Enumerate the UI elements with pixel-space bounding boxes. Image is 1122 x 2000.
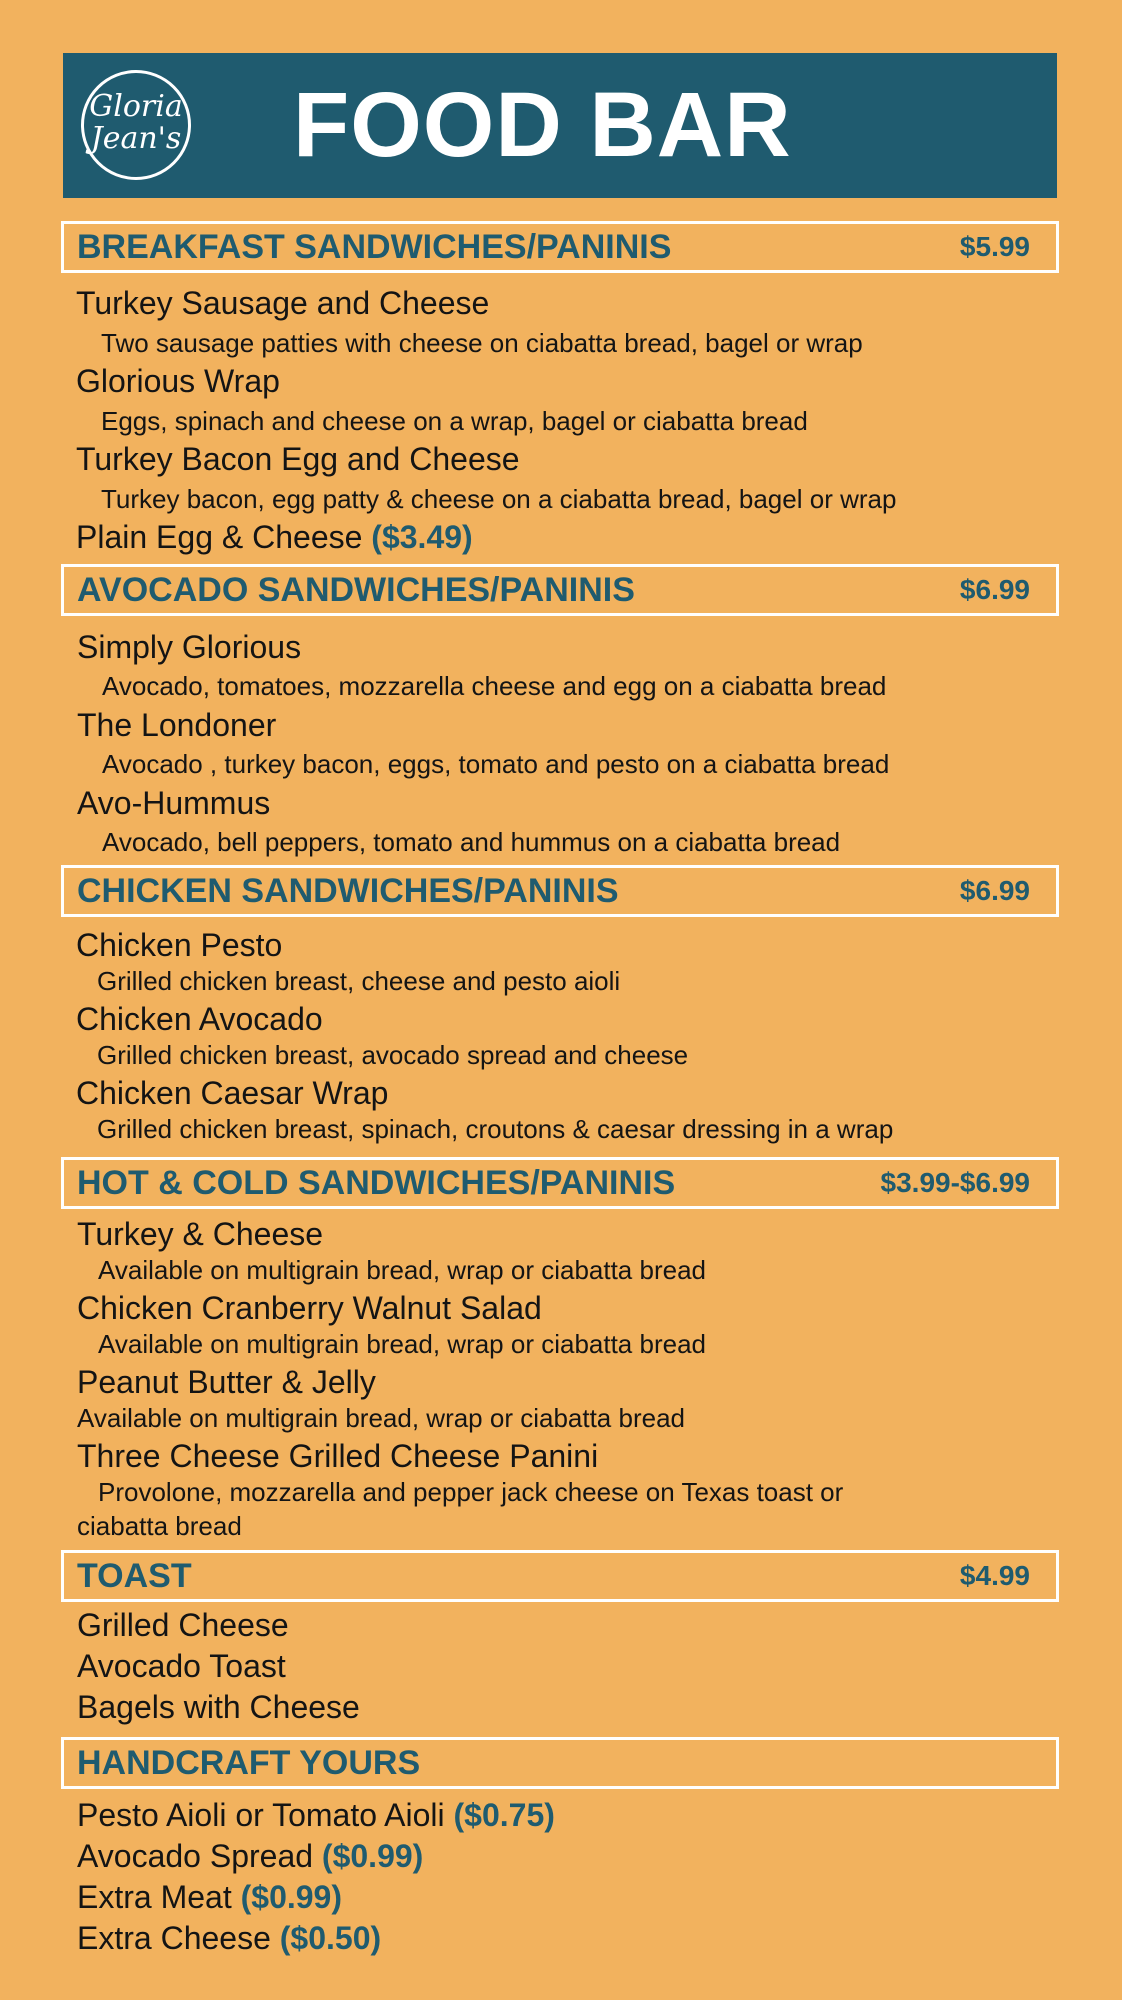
item-price: ($0.99) (240, 1879, 342, 1915)
menu-item-name: Glorious Wrap (76, 363, 280, 399)
addon-item (77, 1878, 342, 1916)
menu-item-desc: Turkey bacon, egg patty & cheese on a ciabatta bread, bagel or wrap (101, 484, 897, 514)
section-price: $5.99 (959, 231, 1030, 262)
menu-item-desc: Avocado, bell peppers, tomato and hummus on a ciabatta bread (102, 827, 841, 857)
page-title: FOOD BAR (293, 74, 792, 176)
logo-text-line2: Jean's (90, 121, 182, 156)
header-banner (63, 53, 1057, 198)
section-title: BREAKFAST SANDWICHES/PANINIS (77, 227, 672, 266)
menu-item-desc: Eggs, spinach and cheese on a wrap, bagel or ciabatta bread (101, 406, 808, 436)
menu-item-name: Avocado Toast (77, 1648, 286, 1684)
menu-item-name: Turkey Sausage and Cheese (76, 285, 490, 321)
menu-item-name (76, 518, 473, 556)
menu-item-desc: Avocado , turkey bacon, eggs, tomato and pesto on a ciabatta bread (102, 749, 890, 779)
menu-item-name: Peanut Butter & Jelly (77, 1364, 376, 1400)
item-name-text: Extra Cheese (77, 1920, 271, 1956)
section-price: $6.99 (959, 875, 1030, 906)
section-avocado (61, 564, 1059, 616)
menu-item-name: Chicken Pesto (76, 927, 283, 963)
addon-item (77, 1796, 555, 1834)
menu-item-desc: Grilled chicken breast, spinach, croutons & caesar dressing in a wrap (97, 1114, 894, 1144)
menu-item-name: Turkey & Cheese (77, 1216, 324, 1252)
menu-item-name: Simply Glorious (77, 629, 302, 665)
section-toast (61, 1550, 1059, 1602)
menu-item-name: Turkey Bacon Egg and Cheese (76, 441, 520, 477)
menu-item-desc: Grilled chicken breast, cheese and pesto aioli (97, 966, 621, 996)
menu-item-desc: Available on multigrain bread, wrap or ciabatta bread (77, 1403, 685, 1433)
section-hot-cold (61, 1157, 1059, 1209)
menu-item-name: Avo-Hummus (77, 785, 271, 821)
item-price: ($3.49) (371, 519, 473, 555)
menu-item-desc: Avocado, tomatoes, mozzarella cheese and egg on a ciabatta bread (102, 671, 887, 701)
section-title: HANDCRAFT YOURS (77, 1743, 421, 1782)
menu-item-name: Chicken Caesar Wrap (76, 1075, 389, 1111)
menu-item-name: Bagels with Cheese (77, 1689, 360, 1725)
section-price: $3.99-$6.99 (880, 1167, 1030, 1198)
gloria-jeans-logo (81, 70, 191, 180)
menu-item-desc: Provolone, mozzarella and pepper jack cheese on Texas toast or (98, 1477, 844, 1507)
addon-item (77, 1919, 381, 1957)
section-price: $6.99 (959, 574, 1030, 605)
item-price: ($0.75) (453, 1797, 555, 1833)
item-name-text: Extra Meat (77, 1879, 232, 1915)
logo-text-line1: Gloria (89, 89, 183, 124)
item-price: ($0.99) (321, 1838, 424, 1874)
item-name-text: Pesto Aioli or Tomato Aioli (77, 1797, 445, 1833)
section-handcraft (61, 1737, 1059, 1789)
menu-item-name: The Londoner (77, 707, 277, 743)
section-breakfast (61, 221, 1059, 273)
menu-item-desc: Grilled chicken breast, avocado spread and cheese (97, 1040, 689, 1070)
menu-item-name: Three Cheese Grilled Cheese Panini (77, 1438, 599, 1474)
section-title: HOT & COLD SANDWICHES/PANINIS (77, 1163, 676, 1202)
section-chicken (61, 865, 1059, 917)
item-price: ($0.50) (279, 1920, 382, 1956)
menu-item-name: Grilled Cheese (77, 1607, 289, 1643)
menu-item-name: Chicken Cranberry Walnut Salad (77, 1290, 542, 1326)
item-name-text: Plain Egg & Cheese (76, 519, 363, 555)
section-title: AVOCADO SANDWICHES/PANINIS (77, 570, 635, 609)
addon-item (77, 1837, 423, 1875)
menu-item-desc: Two sausage patties with cheese on ciabatta bread, bagel or wrap (101, 328, 863, 358)
menu-item-name: Chicken Avocado (76, 1001, 323, 1037)
menu-item-desc: Available on multigrain bread, wrap or ciabatta bread (98, 1329, 706, 1359)
section-title: CHICKEN SANDWICHES/PANINIS (77, 871, 619, 910)
menu-item-desc: Available on multigrain bread, wrap or ciabatta bread (98, 1255, 706, 1285)
menu-item-desc: ciabatta bread (77, 1511, 242, 1541)
item-name-text: Avocado Spread (77, 1838, 314, 1874)
section-title: TOAST (77, 1556, 192, 1595)
section-price: $4.99 (959, 1560, 1030, 1591)
